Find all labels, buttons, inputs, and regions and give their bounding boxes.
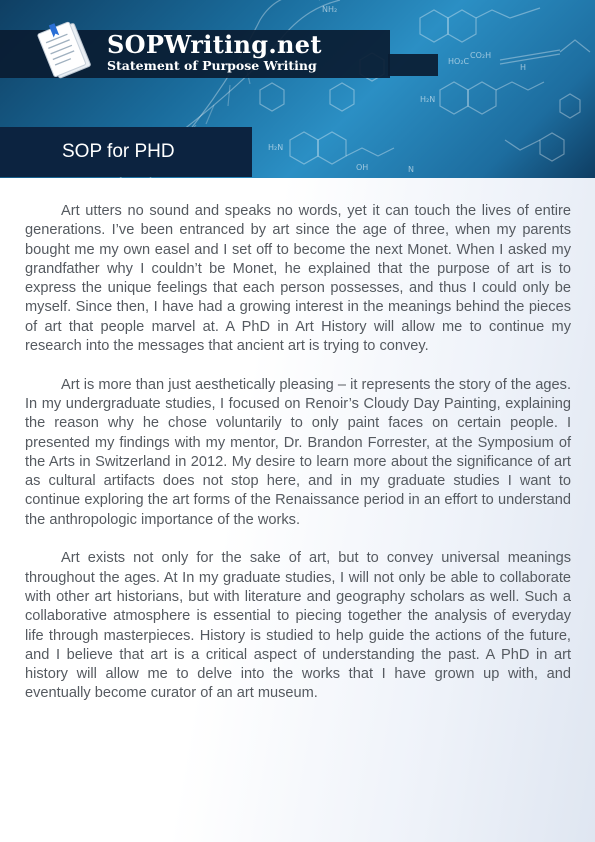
chem-label: HO₂C xyxy=(448,57,470,66)
chem-label: OH xyxy=(356,163,369,172)
header-banner xyxy=(0,0,595,178)
chem-label: N xyxy=(408,165,414,174)
chem-label: H₂N xyxy=(268,143,284,152)
document-body xyxy=(25,202,571,723)
page-title: SOP for PHD xyxy=(62,141,175,162)
paragraph: Art utters no sound and speaks no words, yet it can touch the lives of entire generations. I’ve been entranced by art since the age of three, when my parents bought me my own easel and I set off to become the next Monet. When I asked my grandfather why I couldn’t be Monet, he explained that the purpose of art is to express the unique feelings that each person possesses, and thus I could only be myself. Since then, I have had a growing interest in the meanings behind the pieces of art that people marvel at. A PhD in Art History will allow me to continue my research into the messages that ancient art is trying to convey. xyxy=(25,203,571,355)
chem-label: H₂N xyxy=(420,95,436,104)
paragraph: Art is more than just aesthetically pleasing – it represents the story of the ages. In my undergraduate studies, I focused on Renoir’s Cloudy Day Painting, explaining the reason why he chose voluntarily to only paint faces on certain people. I presented my findings with my mentor, Dr. Brandon Forrester, at the Symposium of the Arts in Switzerland in 2012. My desire to learn more about the significance of art as cultural artifacts does not stop here, and in my graduate studies I want to continue exploring the art forms of the Renaissance period in an effort to understand the anthropologic importance of the works. xyxy=(25,376,571,528)
brand-subtitle: Statement of Purpose Writing xyxy=(107,58,317,73)
chem-label: H xyxy=(520,63,527,72)
paragraph: Art exists not only for the sake of art, but to convey universal meanings throughout the ages. At In my graduate studies, I will not only be able to collaborate with other art historians, but with literature and geography scholars as well. Such a collaborative atmosphere is essential to piecing together the analysis of everyday life through masterpieces. History is studied to help guide the actions of the future, and I believe that art is a critical aspect of understanding the past. A PhD in art history will allow me to delve into the works that I have grown up with, and eventually become curator of an art museum. xyxy=(25,550,571,702)
document-logo-icon[interactable] xyxy=(30,16,102,88)
brand-title[interactable]: SOPWriting.net xyxy=(107,30,322,59)
chem-label: NH₂ xyxy=(322,5,338,14)
brand-bar-extension xyxy=(388,54,438,76)
chem-label: CO₂H xyxy=(470,51,492,60)
